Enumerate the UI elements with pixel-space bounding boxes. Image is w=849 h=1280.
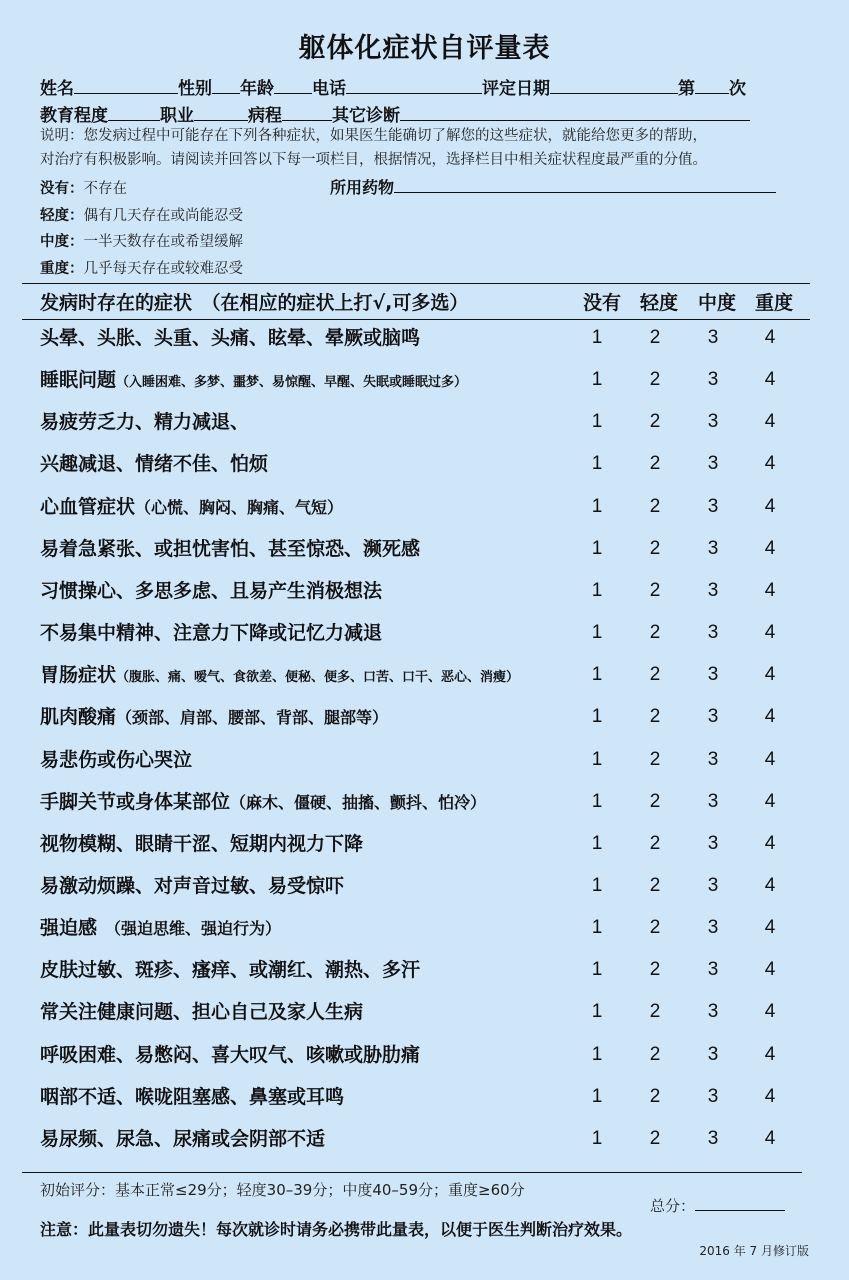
visit-suffix: 次	[729, 79, 746, 99]
score-none[interactable]: 1	[591, 369, 603, 391]
score-none[interactable]: 1	[591, 748, 603, 770]
symptom-text: 强迫感	[40, 917, 98, 940]
score-none[interactable]: 1	[591, 1001, 603, 1023]
score-moderate[interactable]: 3	[707, 327, 719, 348]
info-line-1	[40, 74, 746, 99]
table-row	[0, 949, 849, 991]
score-none[interactable]: 1	[591, 411, 603, 433]
score-moderate[interactable]: 3	[707, 622, 719, 644]
score-severe[interactable]: 4	[764, 706, 776, 728]
score-severe[interactable]: 4	[764, 622, 776, 644]
symptom-label	[40, 1076, 344, 1118]
table-row	[0, 1076, 849, 1118]
table-row	[0, 739, 849, 781]
score-moderate[interactable]: 3	[707, 453, 719, 475]
symptom-note: （颈部、肩部、腰部、背部、腿部等）	[116, 708, 389, 728]
score-severe[interactable]: 4	[764, 411, 776, 433]
symptom-label	[40, 823, 363, 865]
medication-field[interactable]	[394, 176, 776, 193]
score-moderate[interactable]: 3	[707, 1043, 719, 1065]
symptom-text: 皮肤过敏、斑疹、瘙痒、或潮红、潮热、多汗	[40, 959, 421, 982]
symptom-text: 易着急紧张、或担忧害怕、甚至惊恐、濒死感	[40, 537, 421, 560]
symptom-label	[40, 528, 420, 570]
symptom-label	[40, 991, 363, 1033]
table-row	[0, 1118, 849, 1160]
table-row	[0, 528, 849, 570]
gender-label: 性别	[178, 79, 212, 99]
score-mild[interactable]: 2	[649, 1127, 661, 1149]
score-severe[interactable]: 4	[764, 495, 776, 517]
symptom-text: 易激动烦躁、对声音过敏、易受惊吓	[40, 874, 345, 897]
symptom-text: 常关注健康问题、担心自己及家人生病	[40, 1001, 364, 1024]
other-diagnosis-field[interactable]	[400, 104, 750, 121]
symptom-text: 头晕、头胀、头重、头痛、眩晕、晕厥或脑鸣	[40, 327, 421, 349]
symptom-label	[40, 907, 281, 950]
score-none[interactable]: 1	[591, 664, 603, 686]
table-header: 发病时存在的症状 （在相应的症状上打√,可多选）	[40, 292, 469, 314]
symptom-text: 兴趣减退、情绪不佳、怕烦	[40, 453, 269, 476]
table-row	[0, 401, 849, 443]
table-row	[0, 359, 849, 401]
symptom-note: （入睡困难、多梦、噩梦、易惊醒、早醒、失眠或睡眠过多）	[116, 375, 468, 391]
score-severe[interactable]: 4	[764, 1127, 776, 1149]
symptom-label	[40, 1118, 325, 1160]
course-field[interactable]	[282, 104, 332, 121]
score-moderate[interactable]: 3	[707, 790, 719, 812]
symptom-label	[40, 486, 343, 529]
instructions-line-1: 说明：您发病过程中可能存在下列各种症状，如果医生能确切了解您的这些症状，就能给您更多的帮助，	[40, 128, 707, 144]
symptom-label	[40, 612, 382, 654]
legend-mild: 轻度：偶有几天存在或尚能忍受	[40, 207, 243, 224]
score-moderate[interactable]: 3	[707, 579, 719, 601]
other-diagnosis-label: 其它诊断	[332, 106, 400, 126]
name-field[interactable]	[74, 77, 178, 94]
score-mild[interactable]: 2	[649, 327, 661, 348]
score-none[interactable]: 1	[591, 537, 603, 559]
scoring-guide: 初始评分：基本正常≤29分；轻度30–39分；中度40–59分；重度≥60分	[40, 1181, 525, 1199]
symptom-label	[40, 401, 249, 443]
education-field[interactable]	[108, 104, 160, 121]
symptom-label	[40, 696, 388, 739]
instructions	[40, 124, 820, 172]
score-mild[interactable]: 2	[649, 832, 661, 854]
score-severe[interactable]: 4	[764, 1043, 776, 1065]
symptom-label	[40, 739, 192, 781]
symptom-note: （强迫思维、强迫行为）	[97, 919, 282, 939]
total-field[interactable]	[695, 1196, 785, 1211]
score-mild[interactable]: 2	[649, 411, 661, 433]
visit-field[interactable]	[695, 77, 729, 94]
score-moderate[interactable]: 3	[707, 664, 719, 686]
score-severe[interactable]: 4	[764, 537, 776, 559]
symptom-text: 易尿频、尿急、尿痛或会阴部不适	[40, 1127, 326, 1150]
phone-label: 电话	[312, 79, 346, 99]
score-moderate[interactable]: 3	[707, 537, 719, 559]
score-moderate[interactable]: 3	[707, 706, 719, 728]
symptom-label	[40, 865, 344, 907]
symptom-text: 睡眠问题	[40, 369, 117, 392]
col-header-mild: 轻度	[639, 292, 678, 314]
symptom-label	[40, 570, 382, 612]
info-line-2	[40, 101, 750, 126]
table-row	[0, 865, 849, 907]
table-row	[0, 612, 849, 654]
symptom-text: 肌肉酸痛	[40, 706, 117, 729]
score-severe[interactable]: 4	[764, 1001, 776, 1023]
score-severe[interactable]: 4	[764, 917, 776, 939]
score-none[interactable]: 1	[591, 706, 603, 728]
score-none[interactable]: 1	[591, 1043, 603, 1065]
severity-legend	[40, 176, 243, 282]
score-severe[interactable]: 4	[764, 959, 776, 981]
table-row	[0, 654, 849, 696]
legend-moderate: 中度：一半天数存在或希望缓解	[40, 234, 243, 250]
score-severe[interactable]: 4	[764, 1085, 776, 1107]
score-severe[interactable]: 4	[764, 790, 776, 812]
phone-field[interactable]	[346, 77, 482, 94]
score-moderate[interactable]: 3	[707, 411, 719, 433]
score-none[interactable]: 1	[591, 874, 603, 896]
score-none[interactable]: 1	[591, 579, 603, 601]
warning-note: 注意：此量表切勿遗失！每次就诊时请务必携带此量表，以便于医生判断治疗效果。	[40, 1220, 633, 1239]
score-mild[interactable]: 2	[649, 579, 661, 601]
score-none[interactable]: 1	[591, 1127, 603, 1149]
form-title: 躯体化症状自评量表	[298, 33, 551, 64]
table-row	[0, 570, 849, 612]
table-row	[0, 696, 849, 738]
score-none[interactable]: 1	[591, 453, 603, 475]
symptom-text: 易疲劳乏力、精力减退、	[40, 411, 250, 434]
education-label: 教育程度	[40, 106, 108, 126]
symptom-label	[40, 949, 420, 991]
score-mild[interactable]: 2	[649, 748, 661, 770]
score-none[interactable]: 1	[591, 959, 603, 981]
version-note: 2016 年 7 月修订版	[699, 1244, 809, 1258]
symptom-text: 不易集中精神、注意力下降或记忆力减退	[40, 622, 383, 645]
score-mild[interactable]: 2	[649, 453, 661, 475]
symptom-text: 咽部不适、喉咙阻塞感、鼻塞或耳鸣	[40, 1085, 345, 1108]
score-severe[interactable]: 4	[764, 579, 776, 601]
score-none[interactable]: 1	[591, 622, 603, 644]
col-header-moderate: 中度	[697, 292, 736, 314]
table-row	[0, 317, 849, 359]
instructions-line-2: 对治疗有积极影响。请阅读并回答以下每一项栏目，根据情况，选择栏目中相关症状程度最严重的分值。	[40, 152, 707, 168]
score-moderate[interactable]: 3	[707, 748, 719, 770]
score-mild[interactable]: 2	[649, 959, 661, 981]
medication-label: 所用药物	[330, 178, 395, 197]
date-field[interactable]	[550, 77, 678, 94]
score-severe[interactable]: 4	[764, 832, 776, 854]
score-moderate[interactable]: 3	[707, 495, 719, 517]
table-bottom-rule	[22, 1172, 802, 1173]
table-row	[0, 486, 849, 528]
score-mild[interactable]: 2	[649, 1085, 661, 1107]
score-mild[interactable]: 2	[649, 790, 661, 812]
symptom-label	[40, 443, 268, 485]
score-none[interactable]: 1	[591, 917, 603, 939]
score-severe[interactable]: 4	[764, 874, 776, 896]
score-moderate[interactable]: 3	[707, 1001, 719, 1023]
symptom-text: 心血管症状	[40, 495, 136, 518]
score-moderate[interactable]: 3	[707, 917, 719, 939]
total-score	[650, 1195, 785, 1216]
table-row	[0, 1034, 849, 1076]
table-row	[0, 907, 849, 949]
score-none[interactable]: 1	[591, 327, 603, 348]
name-label: 姓名	[40, 79, 74, 99]
score-none[interactable]: 1	[591, 832, 603, 854]
symptom-text: 手脚关节或身体某部位	[40, 790, 231, 813]
score-mild[interactable]: 2	[649, 874, 661, 896]
age-field[interactable]	[274, 77, 312, 94]
score-none[interactable]: 1	[591, 790, 603, 812]
symptom-text: 呼吸困难、易憋闷、喜大叹气、咳嗽或胁肋痛	[40, 1043, 421, 1066]
occupation-field[interactable]	[194, 104, 248, 121]
symptom-text: 视物模糊、眼睛干涩、短期内视力下降	[40, 832, 364, 855]
table-row	[0, 781, 849, 823]
symptom-text: 习惯操心、多思多虑、且易产生消极想法	[40, 579, 383, 602]
score-severe[interactable]: 4	[764, 453, 776, 475]
symptom-label	[40, 781, 486, 824]
col-header-severe: 重度	[754, 292, 793, 314]
score-mild[interactable]: 2	[649, 1001, 661, 1023]
symptom-text: 易悲伤或伤心哭泣	[40, 748, 193, 771]
symptom-text: 胃肠症状	[40, 664, 117, 687]
score-severe[interactable]: 4	[764, 664, 776, 686]
score-moderate[interactable]: 3	[707, 959, 719, 981]
visit-prefix: 第	[678, 79, 695, 99]
score-severe[interactable]: 4	[764, 327, 776, 348]
legend-severe: 重度：几乎每天存在或较难忍受	[40, 260, 243, 277]
score-mild[interactable]: 2	[649, 537, 661, 559]
symptom-label	[40, 359, 467, 404]
score-mild[interactable]: 2	[649, 1043, 661, 1065]
symptom-note: （心慌、胸闷、胸痛、气短）	[135, 497, 344, 517]
score-mild[interactable]: 2	[649, 706, 661, 728]
table-row	[0, 991, 849, 1033]
score-mild[interactable]: 2	[649, 664, 661, 686]
course-label: 病程	[248, 106, 282, 126]
symptom-label	[40, 317, 420, 359]
score-severe[interactable]: 4	[764, 748, 776, 770]
score-none[interactable]: 1	[591, 495, 603, 517]
score-moderate[interactable]: 3	[707, 832, 719, 854]
score-severe[interactable]: 4	[764, 369, 776, 391]
col-header-none: 没有	[582, 292, 621, 314]
score-moderate[interactable]: 3	[707, 874, 719, 896]
score-mild[interactable]: 2	[649, 917, 661, 939]
score-none[interactable]: 1	[591, 1085, 603, 1107]
score-mild[interactable]: 2	[649, 369, 661, 391]
gender-field[interactable]	[212, 77, 240, 94]
symptom-note: （麻木、僵硬、抽搐、颤抖、怕冷）	[230, 792, 487, 812]
legend-none: 没有：不存在	[40, 181, 127, 197]
symptom-label	[40, 654, 519, 699]
score-moderate[interactable]: 3	[707, 1085, 719, 1107]
symptom-label	[40, 1034, 420, 1076]
total-label: 总分：	[650, 1197, 696, 1215]
date-label: 评定日期	[482, 79, 550, 99]
symptom-note: （腹胀、痛、嗳气、食欲差、便秘、便多、口苦、口干、恶心、消瘦）	[116, 670, 520, 686]
table-row	[0, 823, 849, 865]
table-row	[0, 443, 849, 485]
medication-line	[330, 176, 776, 200]
table-top-rule	[22, 283, 810, 284]
score-mild[interactable]: 2	[649, 622, 661, 644]
age-label: 年龄	[240, 79, 274, 99]
score-moderate[interactable]: 3	[707, 1127, 719, 1149]
score-mild[interactable]: 2	[649, 495, 661, 517]
score-moderate[interactable]: 3	[707, 369, 719, 391]
occupation-label: 职业	[160, 106, 194, 126]
